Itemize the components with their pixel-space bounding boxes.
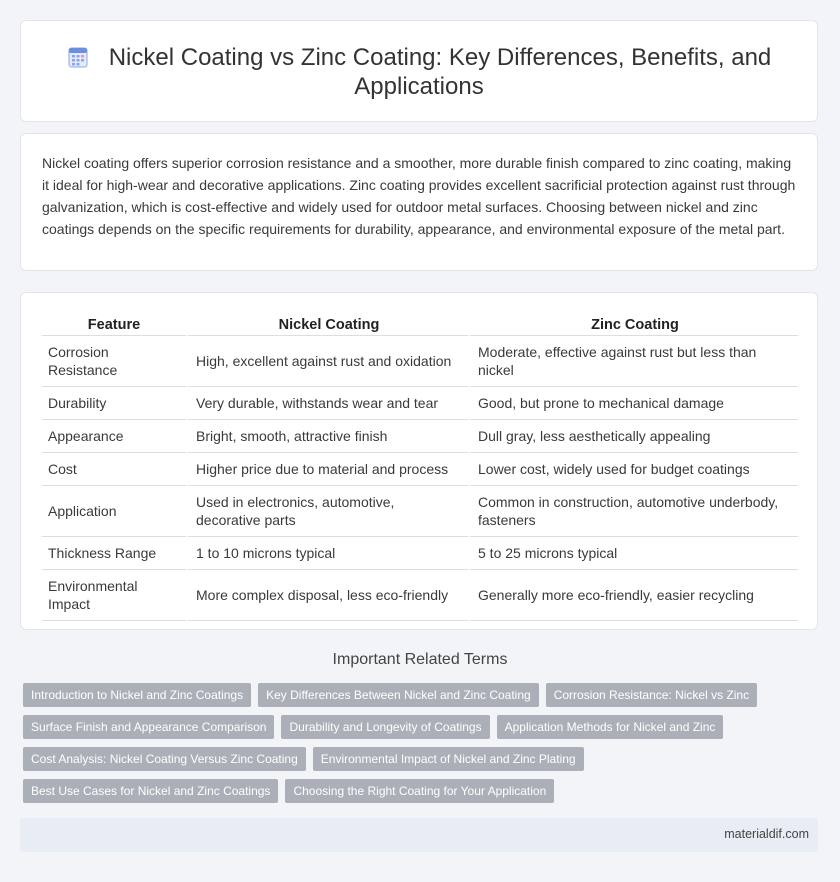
feature-cell: Appearance	[42, 420, 186, 453]
intro-card	[20, 133, 818, 271]
feature-cell: Durability	[42, 387, 186, 420]
table-row	[42, 570, 798, 621]
zinc-cell: Common in construction, automotive underbody, fasteners	[468, 486, 798, 537]
related-term-tag[interactable]: Corrosion Resistance: Nickel vs Zinc	[546, 683, 757, 707]
feature-cell: Environmental Impact	[42, 570, 186, 621]
related-term-tag[interactable]: Introduction to Nickel and Zinc Coatings	[23, 683, 251, 707]
related-term-tag[interactable]: Key Differences Between Nickel and Zinc Coating	[258, 683, 539, 707]
related-term-tag[interactable]: Surface Finish and Appearance Comparison	[23, 715, 274, 739]
comparison-card	[20, 292, 818, 630]
related-term-tag[interactable]: Application Methods for Nickel and Zinc	[497, 715, 724, 739]
nickel-cell: High, excellent against rust and oxidation	[186, 336, 468, 387]
nickel-cell: Bright, smooth, attractive finish	[186, 420, 468, 453]
page-title-text: Nickel Coating vs Zinc Coating: Key Differences, Benefits, and Applications	[108, 44, 772, 100]
related-term-tag[interactable]: Environmental Impact of Nickel and Zinc Plating	[313, 747, 584, 771]
intro-paragraph: Nickel coating offers superior corrosion resistance and a smoother, more durable finish compared to zinc coating, making it ideal for high-wear and decorative applications. Zinc coating provides excellent sacrificial protection against rust through galvanization, which is cost-effective and widely used for outdoor metal surfaces. Choosing between nickel and zinc coatings depends on the specific requirements for durability, appearance, and environmental exposure of the metal part.	[42, 155, 796, 237]
nickel-cell: Very durable, withstands wear and tear	[186, 387, 468, 420]
related-terms-heading: Important Related Terms	[332, 651, 508, 668]
nickel-cell: Used in electronics, automotive, decorative parts	[186, 486, 468, 537]
footer-site-link[interactable]: materialdif.com	[724, 827, 809, 841]
table-header-row	[42, 315, 798, 336]
nickel-cell: 1 to 10 microns typical	[186, 537, 468, 570]
footer-bar	[20, 818, 818, 852]
document-grid-icon	[67, 46, 89, 68]
zinc-cell: Lower cost, widely used for budget coatings	[468, 453, 798, 486]
header-zinc: Zinc Coating	[468, 315, 798, 336]
related-term-tag[interactable]: Durability and Longevity of Coatings	[281, 715, 489, 739]
zinc-cell: Generally more eco-friendly, easier recycling	[468, 570, 798, 621]
table-row	[42, 387, 798, 420]
feature-cell: Application	[42, 486, 186, 537]
feature-cell: Cost	[42, 453, 186, 486]
zinc-cell: 5 to 25 microns typical	[468, 537, 798, 570]
related-terms-list	[23, 683, 813, 803]
nickel-cell: Higher price due to material and process	[186, 453, 468, 486]
related-term-tag[interactable]: Best Use Cases for Nickel and Zinc Coatings	[23, 779, 278, 803]
header-nickel: Nickel Coating	[186, 315, 468, 336]
zinc-cell: Good, but prone to mechanical damage	[468, 387, 798, 420]
table-row	[42, 453, 798, 486]
feature-cell: Corrosion Resistance	[42, 336, 186, 387]
zinc-cell: Moderate, effective against rust but less than nickel	[468, 336, 798, 387]
comparison-table	[42, 315, 798, 621]
related-term-tag[interactable]: Choosing the Right Coating for Your Application	[285, 779, 554, 803]
table-row	[42, 336, 798, 387]
related-term-tag[interactable]: Cost Analysis: Nickel Coating Versus Zinc Coating	[23, 747, 306, 771]
page-title	[61, 43, 777, 101]
feature-cell: Thickness Range	[42, 537, 186, 570]
title-card	[20, 20, 818, 122]
table-row	[42, 486, 798, 537]
header-feature: Feature	[42, 315, 186, 336]
table-row	[42, 537, 798, 570]
zinc-cell: Dull gray, less aesthetically appealing	[468, 420, 798, 453]
table-row	[42, 420, 798, 453]
nickel-cell: More complex disposal, less eco-friendly	[186, 570, 468, 621]
